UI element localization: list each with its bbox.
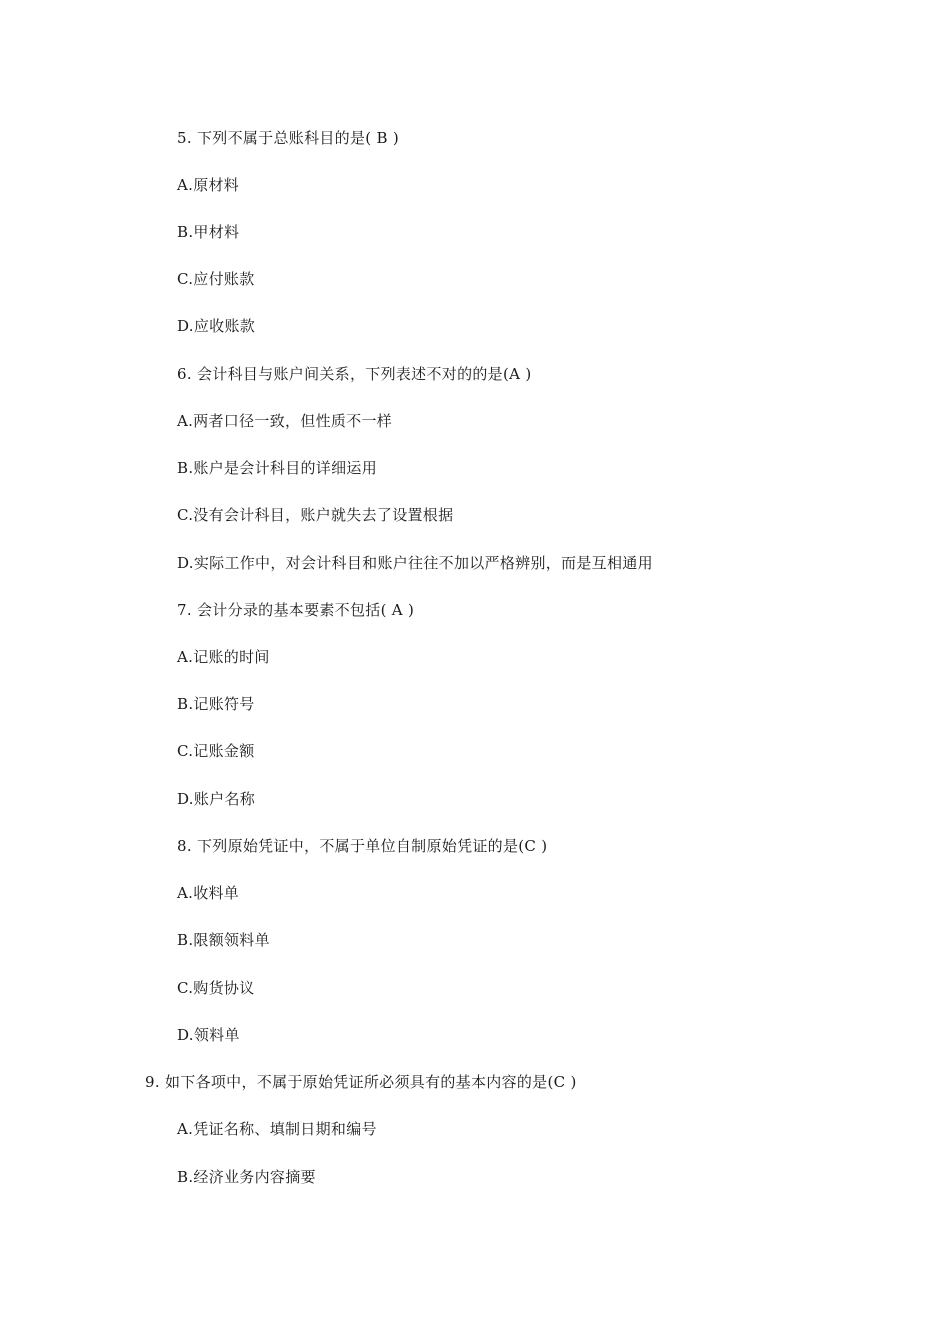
question-7-option-c: C.记账金额 [177, 742, 255, 760]
question-6-option-d: D.实际工作中，对会计科目和账户往往不加以严格辨别，而是互相通用 [177, 554, 653, 572]
question-8: 8. 下列原始凭证中，不属于单位自制原始凭证的是(C ) [177, 837, 548, 855]
question-5: 5. 下列不属于总账科目的是( B ) [177, 129, 400, 147]
question-9: 9. 如下各项中，不属于原始凭证所必须具有的基本内容的是(C ) [145, 1073, 577, 1091]
question-9-option-a: A.凭证名称、填制日期和编号 [177, 1120, 377, 1138]
question-5-option-b: B.甲材料 [177, 223, 240, 241]
question-6-option-c: C.没有会计科目，账户就失去了设置根据 [177, 506, 454, 524]
question-8-option-b: B.限额领料单 [177, 931, 270, 949]
question-6-option-b: B.账户是会计科目的详细运用 [177, 459, 377, 477]
question-5-option-c: C.应付账款 [177, 270, 255, 288]
question-5-option-a: A.原材料 [177, 176, 240, 194]
question-9-option-b: B.经济业务内容摘要 [177, 1168, 316, 1186]
question-8-option-c: C.购货协议 [177, 979, 255, 997]
question-7-option-b: B.记账符号 [177, 695, 255, 713]
question-7-option-d: D.账户名称 [177, 790, 256, 808]
question-6-option-a: A.两者口径一致，但性质不一样 [177, 412, 393, 430]
question-8-option-d: D.领料单 [177, 1026, 240, 1044]
question-6: 6. 会计科目与账户间关系，下列表述不对的的是(A ) [177, 365, 532, 383]
question-5-option-d: D.应收账款 [177, 317, 256, 335]
question-7: 7. 会计分录的基本要素不包括( A ) [177, 601, 415, 619]
question-8-option-a: A.收料单 [177, 884, 240, 902]
question-7-option-a: A.记账的时间 [177, 648, 270, 666]
